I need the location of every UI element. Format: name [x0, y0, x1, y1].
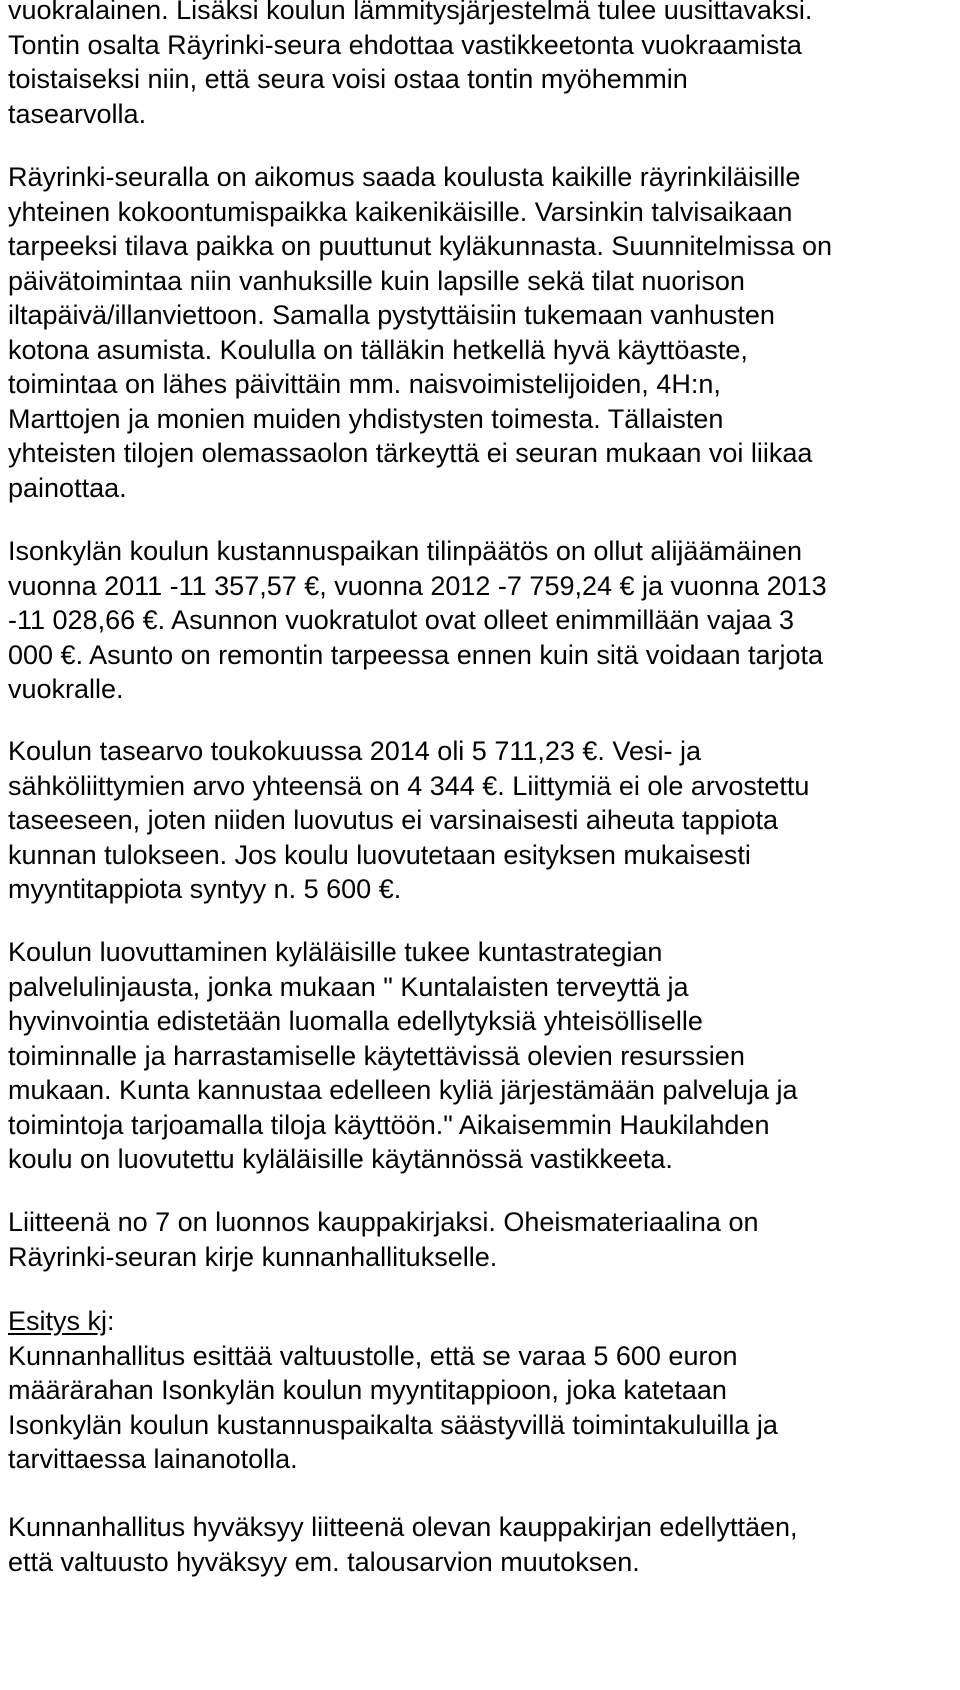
text-line: Marttojen ja monien muiden yhdistysten toimesta. Tällaisten [8, 403, 724, 434]
text-line: vuokralainen. Lisäksi koulun lämmitysjärjestelmä tulee uusittavaksi. [8, 0, 813, 25]
proposal-heading-colon: : [107, 1306, 115, 1336]
text-line: toistaiseksi niin, että seura voisi ostaa tontin myöhemmin [8, 64, 688, 94]
text-line: Kunnanhallitus esittää valtuustolle, että se varaa 5 600 euron [8, 1340, 738, 1371]
text-line: myyntitappiota syntyy n. 5 600 €. [8, 874, 402, 904]
paragraph-cost-center-results [8, 534, 827, 707]
text-line: Räyrinki-seuralla on aikomus saada koulusta kaikille räyrinkiläisille [8, 162, 801, 192]
text-line: kotona asumista. Koululla on tälläkin hetkellä hyvä käyttöaste, [8, 334, 748, 365]
text-line: painottaa. [8, 472, 127, 503]
text-line: vuonna 2011 -11 357,57 €, vuonna 2012 -7 759,24 € ja vuonna 2013 [8, 570, 827, 601]
text-line: Isonkylän koulun kustannuspaikalta säästyvillä toimintakuluilla ja [8, 1409, 778, 1440]
proposal-section [8, 1304, 778, 1477]
text-line: palvelulinjausta, jonka mukaan " Kuntalaisten terveyttä ja [8, 971, 689, 1002]
text-line: yhteisten tilojen olemassaolon tärkeyttä ei seuran mukaan voi liikaa [8, 438, 813, 468]
paragraph-approval [8, 1510, 798, 1579]
text-line: Tontin osalta Räyrinki-seura ehdottaa vastikkeetonta vuokraamista [8, 29, 802, 60]
text-line: sähköliittymien arvo yhteensä on 4 344 €. Liittymiä ei ole arvostettu [8, 770, 810, 801]
text-line: vuokralle. [8, 674, 124, 704]
paragraph-strategy [8, 935, 798, 1177]
text-line: yhteinen kokoontumispaikka kaikenikäisille. Varsinkin talvisaikaan [8, 196, 793, 227]
text-line: hyvinvointia edistetään luomalla edellytyksiä yhteisölliselle [8, 1006, 703, 1036]
text-line: iltapäivä/illanviettoon. Samalla pystyttäisiin tukemaan vanhusten [8, 300, 775, 330]
text-line: -11 028,66 €. Asunnon vuokratulot ovat olleet enimmillään vajaa 3 [8, 605, 795, 635]
text-line: tasearvolla. [8, 98, 147, 129]
text-line: toimintoja tarjoamalla tiloja käyttöön." Aikaisemmin Haukilahden [8, 1109, 770, 1140]
paragraph-attachments [8, 1205, 758, 1274]
text-line: Kunnanhallitus hyväksyy liitteenä olevan kauppakirjan edellyttäen, [8, 1512, 798, 1542]
text-line: määrärahan Isonkylän koulun myyntitappioon, joka katetaan [8, 1375, 727, 1405]
paragraph-lease-terms [8, 0, 812, 131]
text-line: Räyrinki-seuran kirje kunnanhallitukselle. [8, 1241, 498, 1272]
text-line: että valtuusto hyväksyy em. talousarvion muutoksen. [8, 1546, 640, 1577]
text-line: Isonkylän koulun kustannuspaikan tilinpäätös on ollut alijäämäinen [8, 536, 803, 566]
text-line: taseeseen, joten niiden luovutus ei varsinaisesti aiheuta tappiota [8, 805, 779, 835]
proposal-heading [8, 1304, 778, 1339]
text-line: Liitteenä no 7 on luonnos kauppakirjaksi. Oheismateriaalina on [8, 1207, 759, 1237]
proposal-heading-text: Esitys kj [8, 1306, 108, 1336]
text-line: 000 €. Asunto on remontin tarpeessa ennen kuin sitä voidaan tarjota [8, 639, 824, 670]
text-line: tarvittaessa lainanotolla. [8, 1444, 298, 1474]
text-line: tarpeeksi tilava paikka on puuttunut kyläkunnasta. Suunnitelmissa on [8, 231, 833, 261]
text-line: toiminnalle ja harrastamiselle käytettävissä olevien resurssien [8, 1040, 745, 1071]
paragraph-book-value [8, 734, 809, 907]
text-line: päivätoimintaa niin vanhuksille kuin lapsille sekä tilat nuorison [8, 265, 745, 296]
text-line: Koulun tasearvo toukokuussa 2014 oli 5 711,23 €. Vesi- ja [8, 736, 701, 766]
text-line: Koulun luovuttaminen kyläläisille tukee kuntastrategian [8, 937, 663, 967]
text-line: mukaan. Kunta kannustaa edelleen kyliä järjestämään palveluja ja [8, 1075, 798, 1105]
text-line: kunnan tulokseen. Jos koulu luovutetaan esityksen mukaisesti [8, 839, 751, 870]
paragraph-community-use [8, 160, 832, 505]
text-line: koulu on luovutettu kyläläisille käytännössä vastikkeeta. [8, 1144, 673, 1174]
text-line: toimintaa on lähes päivittäin mm. naisvoimistelijoiden, 4H:n, [8, 369, 721, 399]
